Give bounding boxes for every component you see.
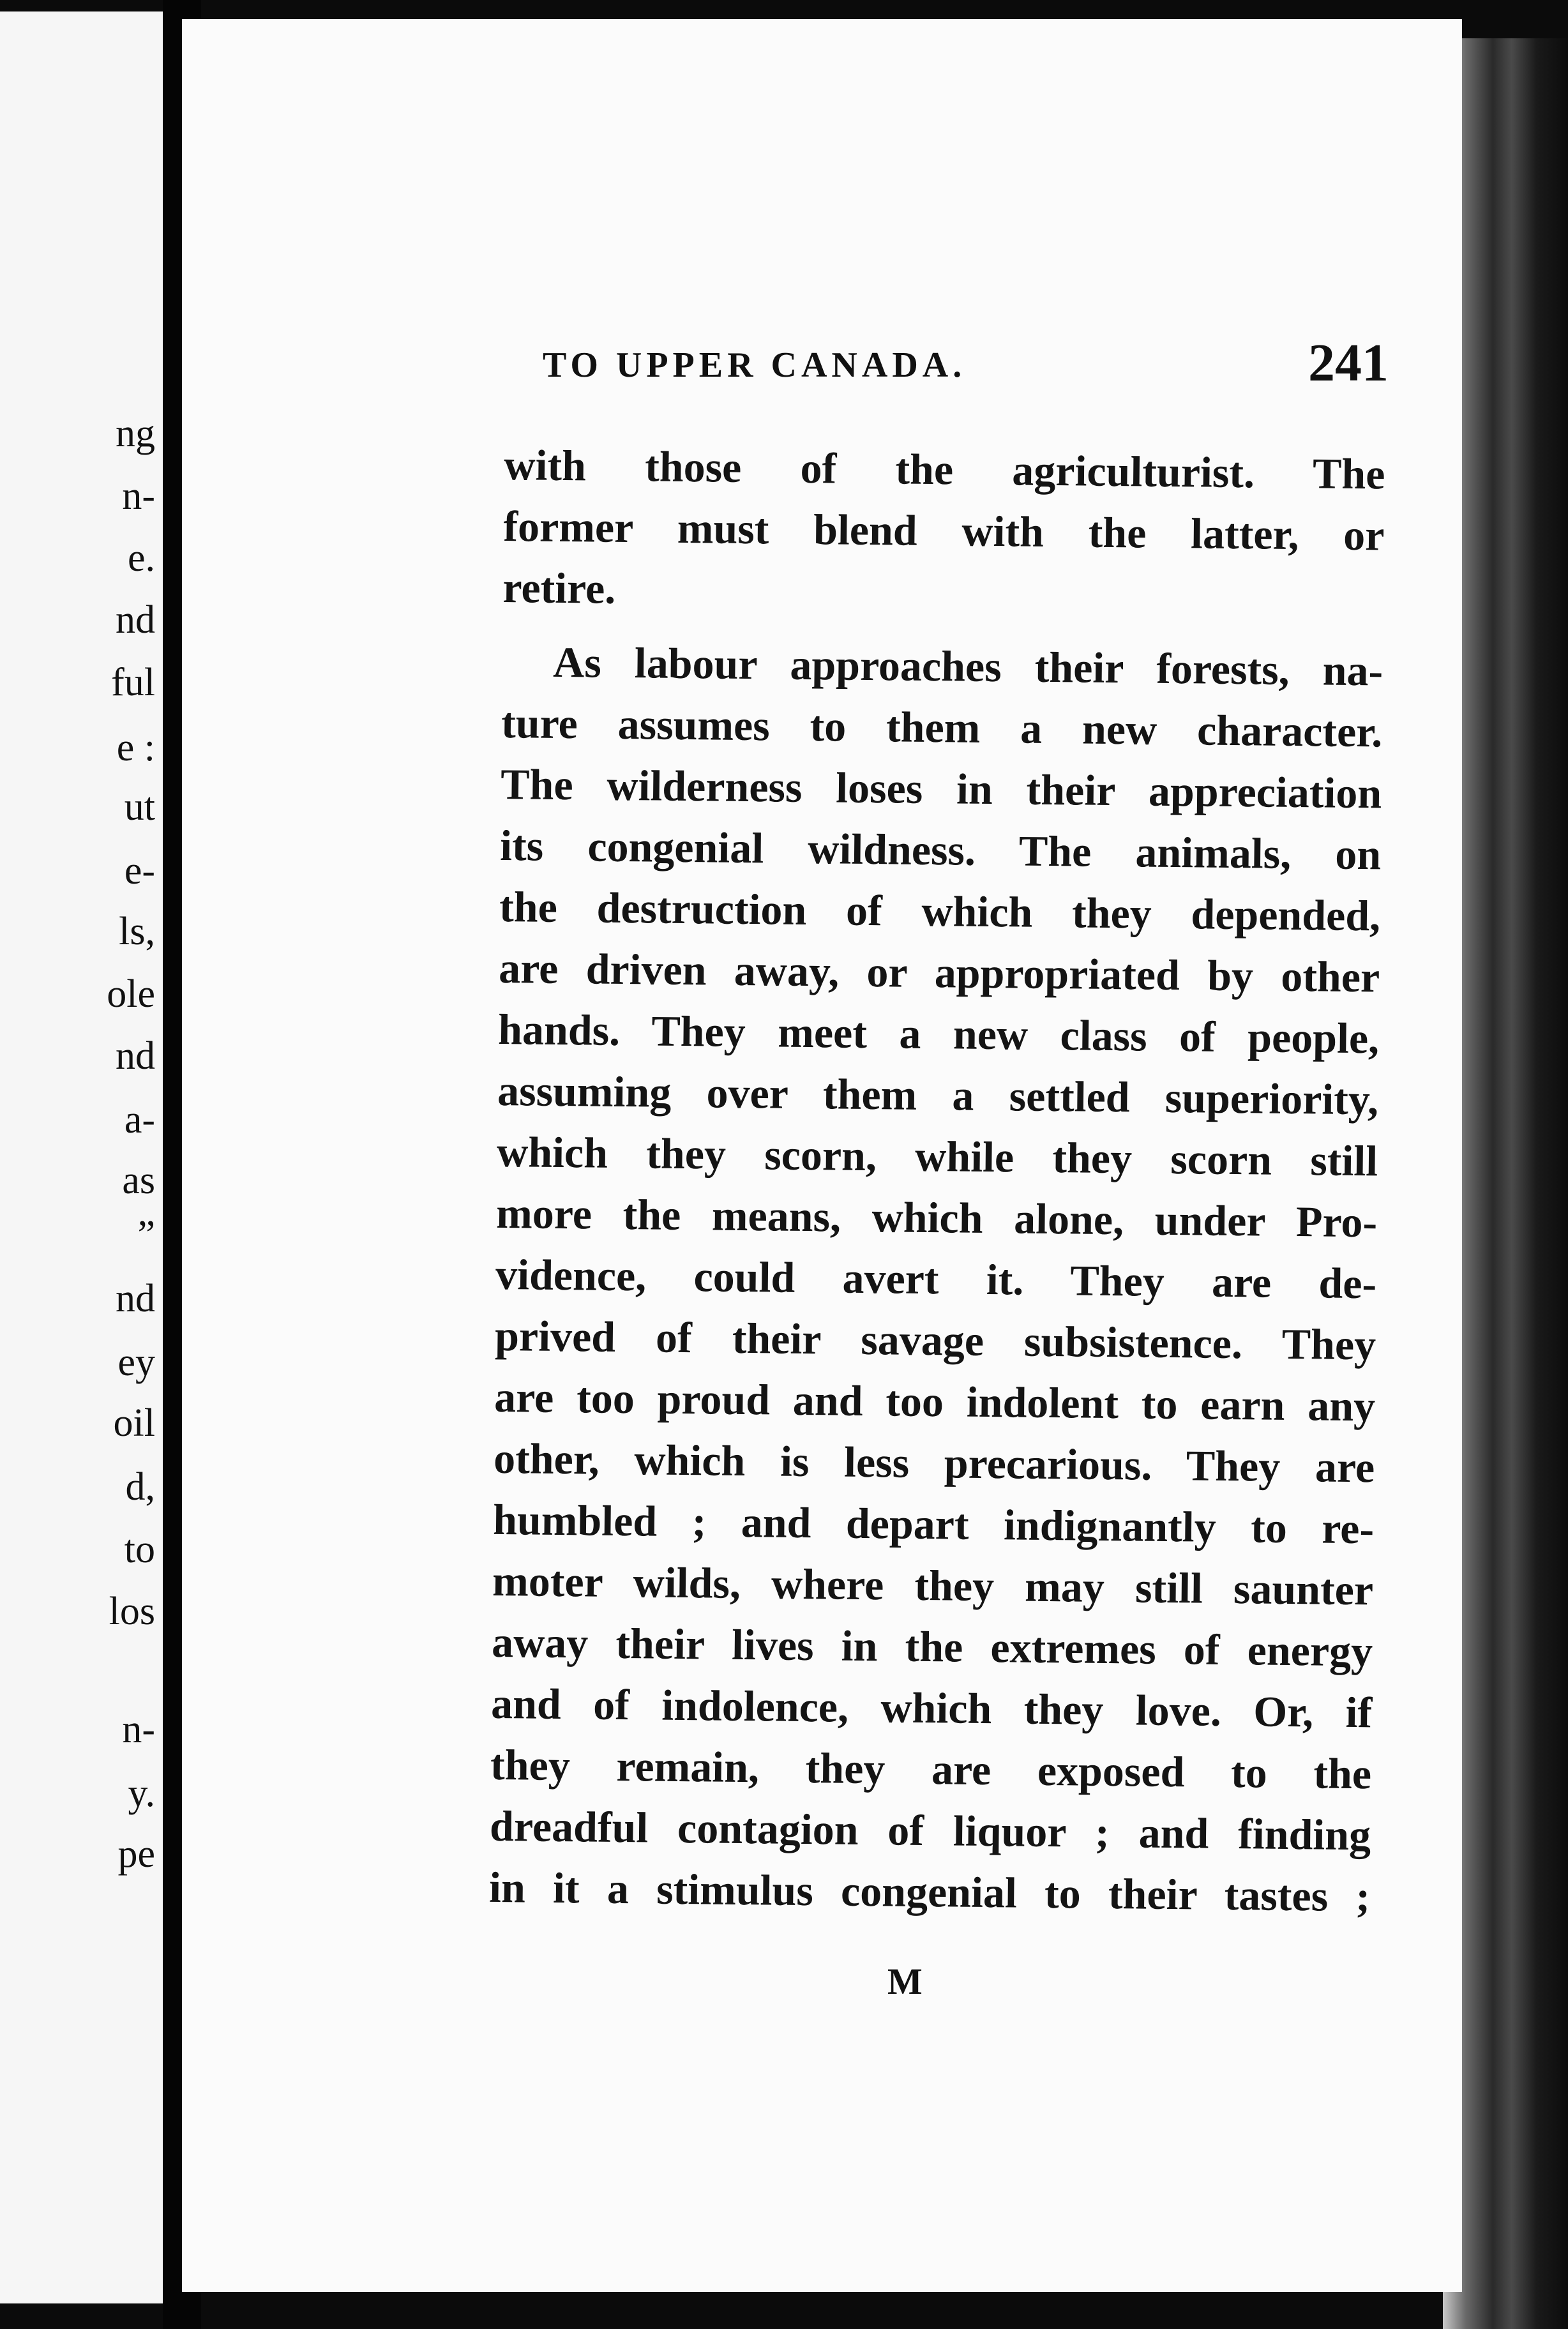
left-page-line-fragment: ” xyxy=(137,1213,155,1256)
text-line: more the means, which alone, under Pro- xyxy=(495,1188,1378,1247)
text-line: hands. They meet a new class of people, xyxy=(497,1004,1380,1063)
text-line: prived of their savage subsistence. They xyxy=(494,1311,1376,1369)
text-line: away their lives in the extremes of energy xyxy=(491,1617,1373,1676)
text-line: the destruction of which they depended, xyxy=(499,882,1381,940)
left-facing-page xyxy=(0,11,163,2303)
left-page-line-fragment: a- xyxy=(124,1098,155,1142)
left-page-line-fragment: oil xyxy=(113,1401,155,1445)
text-line: are too proud and too indolent to earn any xyxy=(494,1372,1376,1431)
text-line: humbled ; and depart indignantly to re- xyxy=(492,1495,1375,1553)
left-page-line-fragment: nd xyxy=(116,598,155,642)
left-page-line-fragment: n- xyxy=(122,474,155,518)
text-line: which they scorn, while they scorn still xyxy=(496,1127,1378,1186)
text-line: moter wilds, where they may still saunter xyxy=(492,1556,1374,1615)
text-line: ture assumes to them a new character. xyxy=(501,698,1383,757)
text-line: former must blend with the latter, or xyxy=(503,501,1385,560)
left-page-line-fragment: ls, xyxy=(119,910,155,953)
text-line: vidence, could avert it. They are de- xyxy=(495,1249,1377,1308)
running-head xyxy=(543,332,1389,393)
left-page-line-fragment: ng xyxy=(116,412,155,455)
text-line: they remain, they are exposed to the xyxy=(490,1740,1372,1798)
book-page xyxy=(182,19,1462,2292)
text-line: dreadful contagion of liquor ; and finding xyxy=(489,1801,1371,1860)
signature-mark: M xyxy=(887,1961,923,2002)
left-page-line-fragment: e- xyxy=(124,849,155,893)
text-line: The wilderness loses in their appreciation xyxy=(500,759,1382,818)
left-page-line-fragment: ful xyxy=(111,661,155,704)
left-page-line-fragment: as xyxy=(122,1159,155,1202)
text-line: other, which is less precarious. They are xyxy=(493,1433,1375,1492)
left-page-line-fragment: ey xyxy=(117,1341,155,1384)
body-text xyxy=(489,434,1385,1927)
text-line: retire. xyxy=(502,562,616,613)
left-page-line-fragment: e : xyxy=(116,726,155,769)
left-page-line-fragment: n- xyxy=(122,1708,155,1751)
left-page-line-fragment: y. xyxy=(128,1772,155,1815)
text-line: As labour approaches their forests, na- xyxy=(552,637,1383,695)
left-page-line-fragment: ut xyxy=(124,785,155,829)
running-title: TO UPPER CANADA. xyxy=(543,345,967,385)
text-line: with those of the agriculturist. The xyxy=(504,440,1385,499)
left-page-line-fragment: los xyxy=(109,1590,155,1633)
left-page-line-fragment: ole xyxy=(107,972,155,1016)
left-page-line-fragment: nd xyxy=(116,1277,155,1320)
left-page-line-fragment: d, xyxy=(125,1465,155,1509)
text-line: its congenial wildness. The animals, on xyxy=(499,820,1382,879)
left-page-line-fragment: e. xyxy=(127,536,155,580)
text-line: in it a stimulus congenial to their tastes ; xyxy=(488,1862,1371,1921)
text-line: are driven away, or appropriated by other xyxy=(498,943,1380,1002)
left-page-line-fragment: pe xyxy=(117,1832,155,1876)
text-line: and of indolence, which they love. Or, if xyxy=(490,1678,1373,1737)
left-page-line-fragment: to xyxy=(124,1528,155,1571)
left-page-line-fragment: nd xyxy=(116,1034,155,1078)
text-line: assuming over them a settled superiority, xyxy=(497,1066,1379,1124)
page-number: 241 xyxy=(1308,333,1389,393)
